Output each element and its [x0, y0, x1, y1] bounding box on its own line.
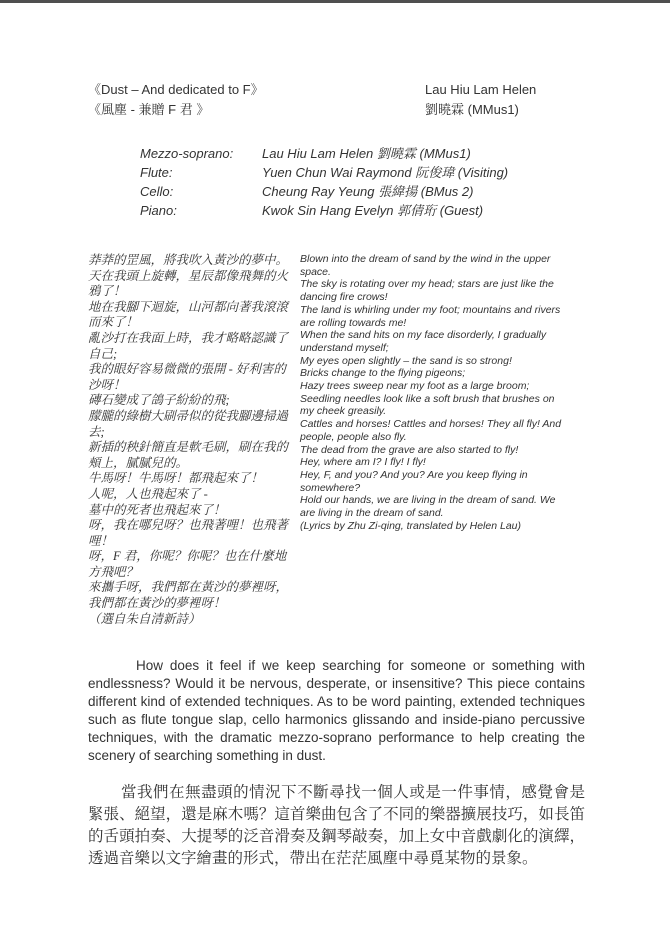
lyric-line-chinese: （選自朱自清新詩） — [88, 611, 201, 626]
performer-name: Lau Hiu Lam Helen 劉曉霖 (MMus1) — [262, 146, 471, 161]
lyric-line-chinese: 墓中的死者也飛起來了！ — [88, 502, 226, 517]
lyric-line-english: The sky is rotating over my head; stars are just like the dancing fire crows! — [300, 278, 554, 304]
performer-row — [140, 201, 585, 220]
piece-title-chinese: 《風塵 - 兼贈 F 君 》 — [88, 102, 210, 117]
lyrics-english-column — [300, 253, 564, 532]
performer-row — [140, 163, 585, 182]
performer-name: Cheung Ray Yeung 張緯揚 (BMus 2) — [262, 184, 474, 199]
performer-role: Cello: — [140, 184, 174, 199]
lyric-line-chinese: 地在我腳下迴旋，山河都向著我滾滾而來了！ — [88, 299, 289, 330]
lyric-line-english: Hold our hands, we are living in the dream of sand. We are living in the dream of sand. — [300, 494, 556, 520]
performer-role: Mezzo-soprano: — [140, 146, 234, 161]
lyric-line-english: Blown into the dream of sand by the wind in the upper space. — [300, 253, 551, 278]
lyric-line-english: Seedling needles look like a soft brush that brushes on my cheek greasily. — [300, 392, 555, 418]
performer-row — [140, 182, 585, 201]
performer-role: Piano: — [140, 203, 177, 218]
program-note-chinese: 當我們在無盡頭的情況下不斷尋找一個人或是一件事情，感覺會是緊張、絕望，還是麻木嗎？這首樂曲包含了不同的樂器擴展技巧，如長笛的舌頭拍奏、大提琴的泛音滑奏及鋼琴敲奏，加上女中音戲劇化的演繹，透過音樂以文字繪畫的形式，帶出在茫茫風塵中尋覓某物的景象。 — [88, 784, 585, 868]
lyric-line-chinese: 牛馬呀！牛馬呀！都飛起來了！ — [88, 471, 264, 486]
lyrics-chinese-column — [88, 253, 298, 627]
lyric-line-chinese: 新插的秧針簡直是軟毛刷，刷在我的頰上，膩膩兒的。 — [88, 440, 289, 470]
lyric-line-chinese: 我的眼好容易微微的張開 - 好利害的沙呀！ — [88, 362, 286, 392]
piece-titles — [88, 80, 425, 120]
lyric-line-english: Bricks change to the flying pigeons; — [300, 367, 466, 380]
program-note-english: How does it feel if we keep searching for someone or something with endlessness? Would it be nervous, desperate, or insensitive? This piece contains different kind of extended techniques. As to be word painting, extended techniques such as flute tongue slap, cello harmonics glissando and inside-piano percussive techniques, with the dramatic mezzo-soprano performance to help creating the scenery of searching something in dust. — [88, 658, 585, 764]
lyric-line-chinese: 亂沙打在我面上時，我才略略認識了自己; — [88, 330, 289, 361]
performer-name: Kwok Sin Hang Evelyn 郭倩珩 (Guest) — [262, 203, 484, 218]
performer-role: Flute: — [140, 165, 173, 180]
lyric-line-chinese: 天在我頭上旋轉，星辰都像飛舞的火鴉了！ — [88, 268, 289, 299]
header — [88, 80, 585, 120]
lyric-line-english: The dead from the grave are also started to fly! — [300, 443, 519, 456]
performer-row — [140, 144, 585, 163]
composer-name-chinese: 劉曉霖 (MMus1) — [425, 102, 519, 117]
lyric-line-chinese: 來攜手呀，我們都在黃沙的夢裡呀，我們都在黃沙的夢裡呀！ — [88, 580, 289, 611]
lyric-line-chinese: 莽莽的罡風，將我吹入黃沙的夢中。 — [88, 253, 289, 267]
lyric-line-chinese: 朦朧的綠樹大刷帚似的從我腳邊掃過去; — [88, 408, 289, 439]
lyrics-section — [88, 253, 585, 627]
performers-list — [140, 144, 585, 220]
performer-name: Yuen Chun Wai Raymond 阮俊瑋 (Visiting) — [262, 165, 509, 180]
lyric-line-english: (Lyrics by Zhu Zi-qing, translated by Helen Lau) — [300, 519, 521, 532]
lyric-line-english: The land is whirling under my foot; mountains and rivers are rolling towards me! — [300, 303, 561, 329]
lyric-line-english: Hazy trees sweep near my foot as a large broom; — [300, 380, 530, 393]
piece-title-english: 《Dust – And dedicated to F》 — [88, 82, 264, 97]
composer-name-english: Lau Hiu Lam Helen — [425, 82, 537, 97]
lyric-line-chinese: 呀，F 君，你呢？你呢？也在什麼地方飛吧？ — [88, 549, 287, 579]
lyric-line-chinese: 呀，我在哪兒呀？也飛著哩！也飛著哩！ — [88, 518, 289, 548]
composer-block — [425, 80, 536, 120]
page-content — [0, 3, 670, 870]
lyric-line-chinese: 人呢，人也飛起來了 - — [88, 486, 208, 501]
program-notes — [88, 657, 585, 870]
lyric-line-chinese: 磚石變成了鴿子紛紛的飛; — [88, 393, 230, 408]
lyric-line-english: Hey, where am I? I fly! I fly! — [300, 456, 426, 469]
lyric-line-english: When the sand hits on my face disorderly, I gradually understand myself; — [300, 329, 547, 354]
lyric-line-english: My eyes open slightly – the sand is so strong! — [300, 354, 512, 367]
lyric-line-english: Hey, F, and you? And you? Are you keep flying in somewhere? — [300, 468, 528, 494]
lyric-line-english: Cattles and horses! Cattles and horses! They all fly! And people, people also fly. — [300, 418, 562, 443]
